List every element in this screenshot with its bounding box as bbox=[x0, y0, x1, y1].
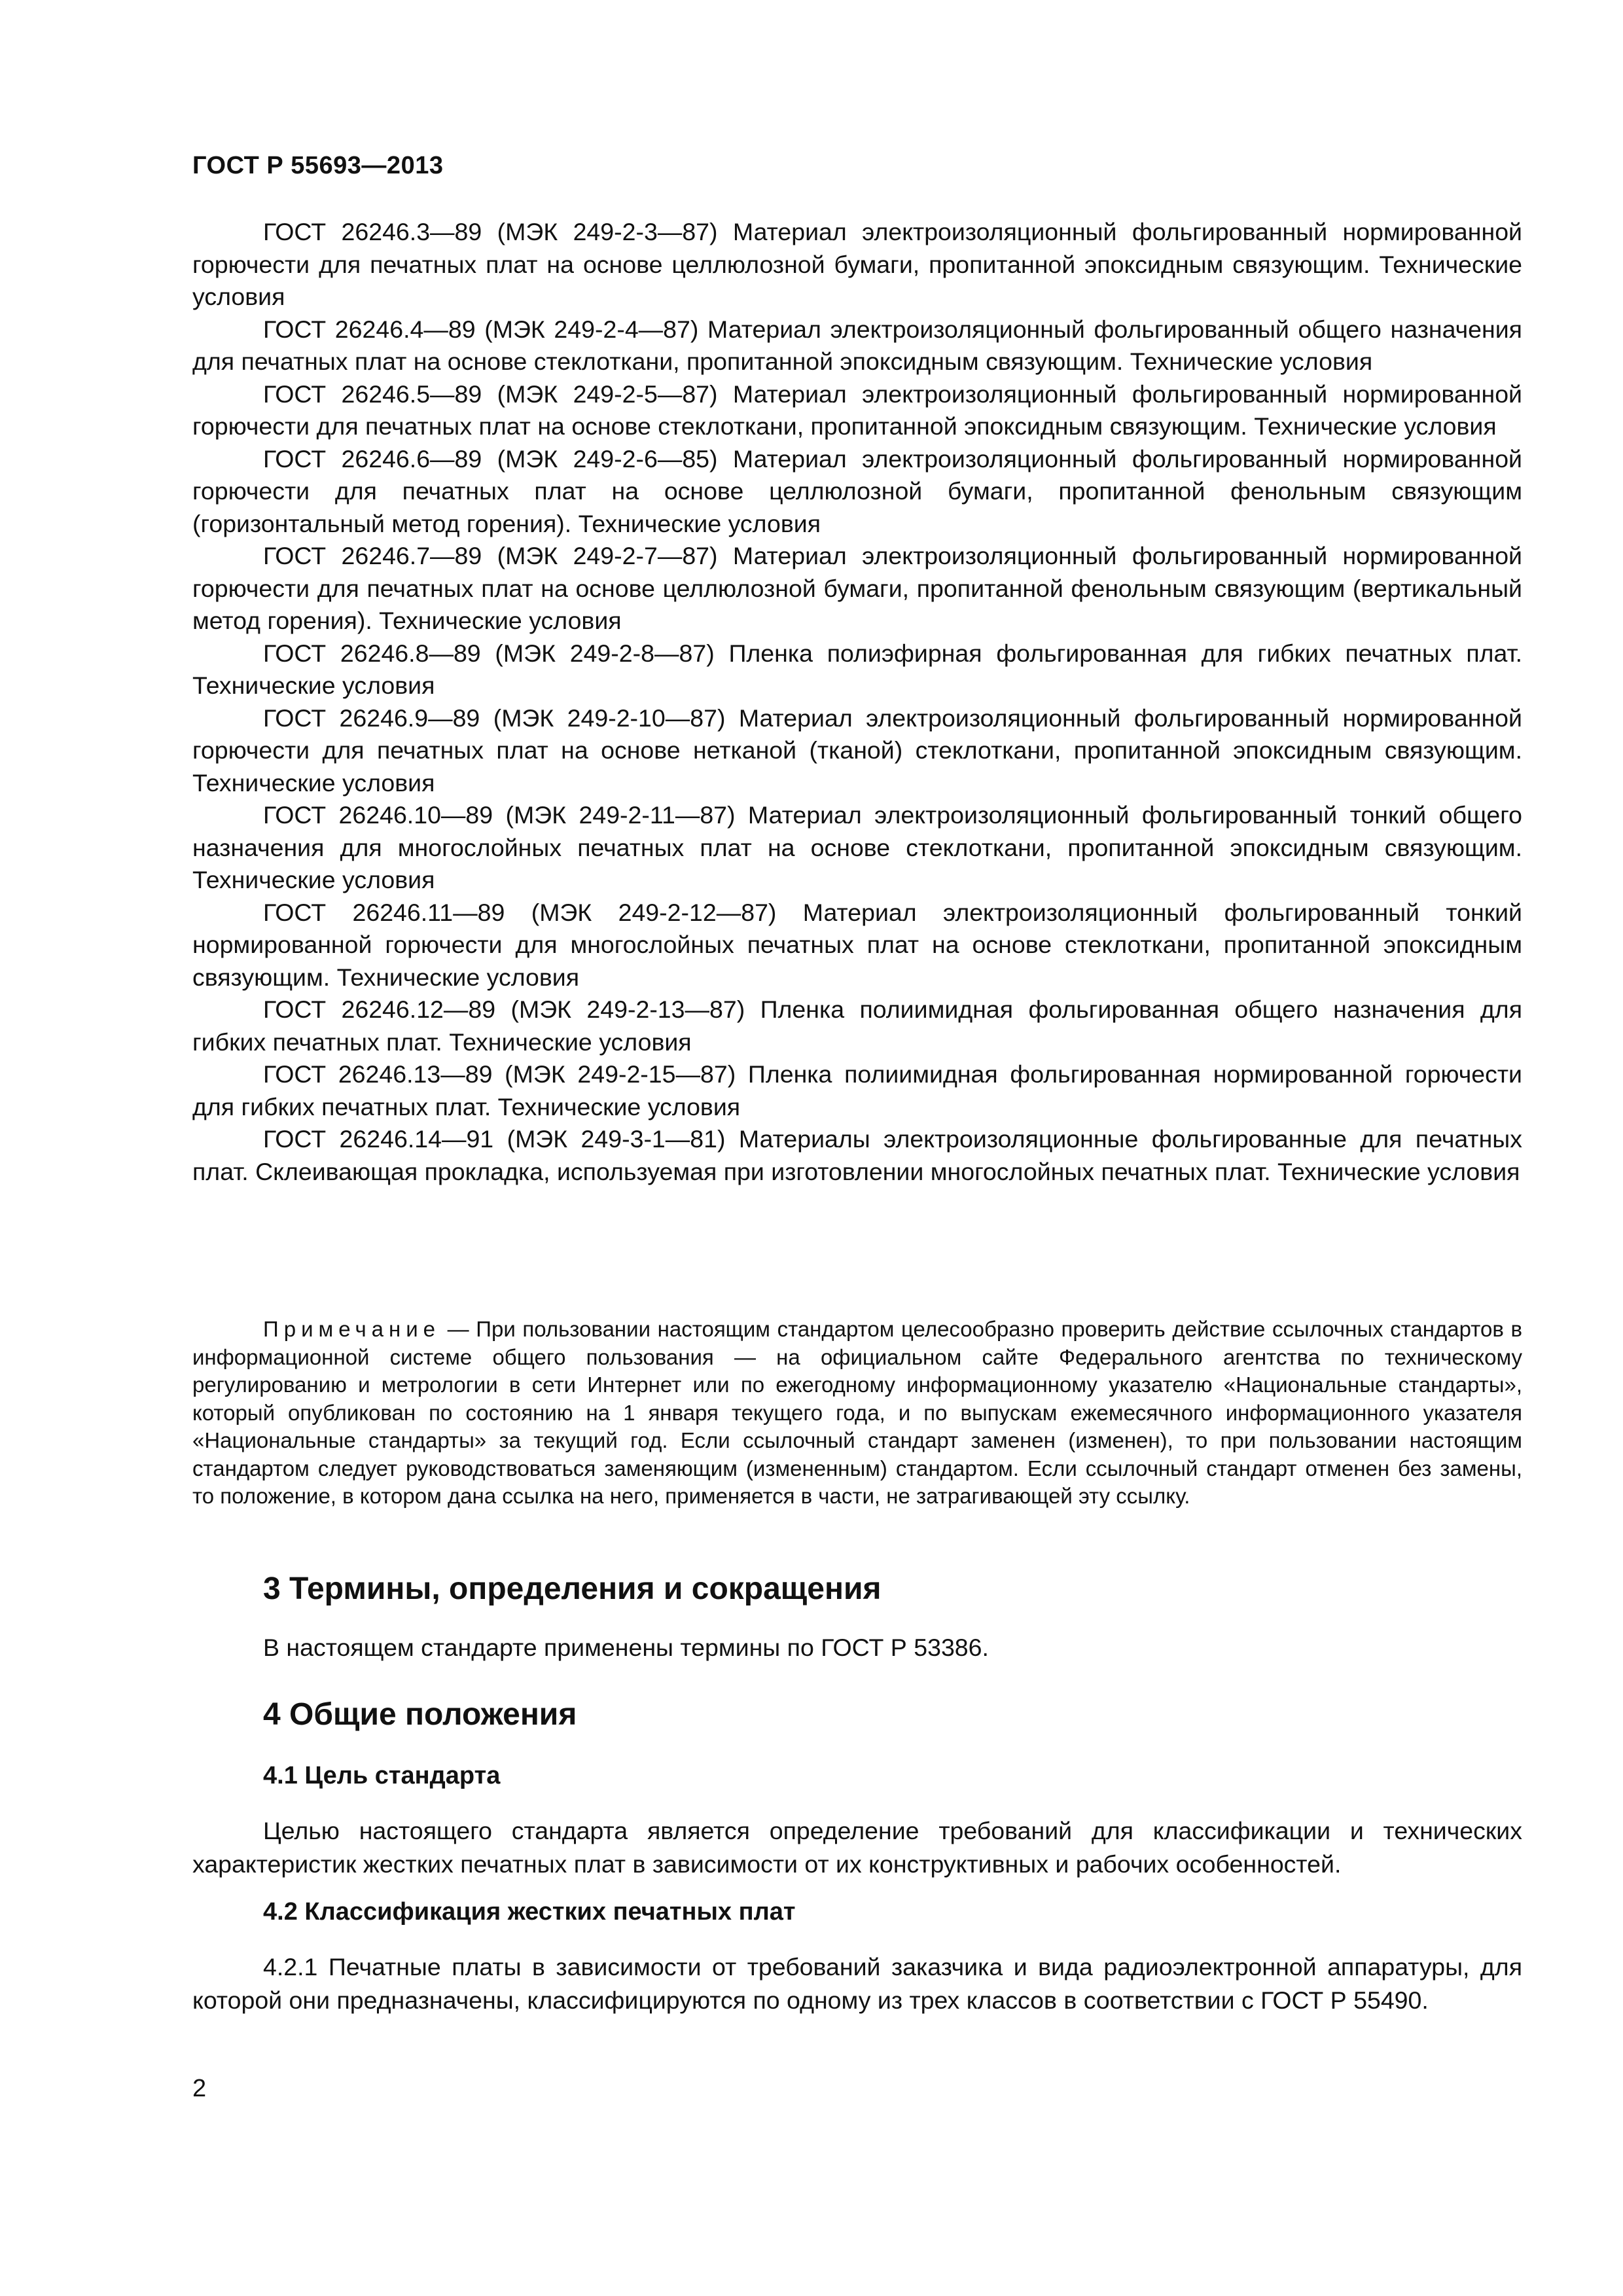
section-4-2-title: 4.2 Классификация жестких печатных плат bbox=[263, 1898, 796, 1926]
reference-item: ГОСТ 26246.4—89 (МЭК 249-2-4—87) Материал электроизоляционный фольгированный общего назначения для печатных плат на основе стеклоткани, пропитанной эпоксидным связующим. Технические условия bbox=[192, 315, 1522, 375]
section-4-title: 4 Общие положения bbox=[263, 1697, 577, 1732]
reference-item: ГОСТ 26246.14—91 (МЭК 249-3-1—81) Материалы электроизоляционные фольгированные для печатных плат. Склеивающая прокладка, используемая при изготовлении многослойных печатных плат. Технические условия bbox=[192, 1125, 1522, 1185]
reference-item: ГОСТ 26246.13—89 (МЭК 249-2-15—87) Пленка полиимидная фольгированная нормированной горючести для гибких печатных плат. Технические условия bbox=[192, 1060, 1522, 1121]
note-text: — При пользовании настоящим стандартом целесообразно проверить действие ссылочных стандартов в информационной системе общего пользования — на официальном сайте Федерального агентства по техническому регулированию и метрологии в сети Интернет или по ежегодному информационному указателю «Национальные стандарты», который опубликован по состоянию на 1 января текущего года, и по выпускам ежемесячного информационного указателя «Национальные стандарты» за текущий год. Если ссылочный стандарт заменен (изменен), то при пользовании настоящим стандартом следует руководствоваться заменяющим (измененным) стандартом. Если ссылочный стандарт отменен без замены, то положение, в котором дана ссылка на него, применяется в части, не затрагивающей эту ссылку. bbox=[192, 1317, 1522, 1508]
note-block bbox=[192, 1316, 1522, 1511]
reference-item: ГОСТ 26246.7—89 (МЭК 249-2-7—87) Материал электроизоляционный фольгированный нормированной горючести для печатных плат на основе целлюлозной бумаги, пропитанной фенольным связующим (вертикальный метод горения). Технические условия bbox=[192, 542, 1522, 634]
document-header: ГОСТ Р 55693—2013 bbox=[192, 152, 444, 179]
section-4-2-1-text: 4.2.1 Печатные платы в зависимости от требований заказчика и вида радиоэлектронной аппаратуры, для которой они предназначены, классифицируются по одному из трех классов в соответствии с ГОСТ Р 55490. bbox=[192, 1953, 1522, 2014]
reference-item: ГОСТ 26246.12—89 (МЭК 249-2-13—87) Пленка полиимидная фольгированная общего назначения для гибких печатных плат. Технические условия bbox=[192, 996, 1522, 1056]
section-3-title: 3 Термины, определения и сокращения bbox=[263, 1571, 882, 1606]
note-label: Примечание bbox=[263, 1317, 441, 1341]
reference-item: ГОСТ 26246.8—89 (МЭК 249-2-8—87) Пленка полиэфирная фольгированная для гибких печатных плат. Технические условия bbox=[192, 639, 1522, 699]
section-3-text: В настоящем стандарте применены термины по ГОСТ Р 53386. bbox=[263, 1634, 989, 1661]
reference-item: ГОСТ 26246.9—89 (МЭК 249-2-10—87) Материал электроизоляционный фольгированный нормированной горючести для печатных плат на основе нетканой (тканой) стеклоткани, пропитанной эпоксидным связующим. Технические условия bbox=[192, 704, 1522, 797]
normative-references-list bbox=[192, 216, 1522, 1188]
reference-item: ГОСТ 26246.3—89 (МЭК 249-2-3—87) Материал электроизоляционный фольгированный нормированной горючести для печатных плат на основе целлюлозной бумаги, пропитанной эпоксидным связующим. Технические условия bbox=[192, 218, 1522, 310]
reference-item: ГОСТ 26246.10—89 (МЭК 249-2-11—87) Материал электроизоляционный фольгированный тонкий общего назначения для многослойных печатных плат на основе стеклоткани, пропитанной эпоксидным связующим. Технические условия bbox=[192, 801, 1522, 893]
note-paragraph bbox=[192, 1316, 1522, 1511]
reference-item: ГОСТ 26246.11—89 (МЭК 249-2-12—87) Материал электроизоляционный фольгированный тонкий нормированной горючести для многослойных печатных плат на основе стеклоткани, пропитанной эпоксидным связующим. Технические условия bbox=[192, 898, 1522, 991]
page-number: 2 bbox=[192, 2075, 207, 2102]
reference-item: ГОСТ 26246.5—89 (МЭК 249-2-5—87) Материал электроизоляционный фольгированный нормированной горючести для печатных плат на основе стеклоткани, пропитанной эпоксидным связующим. Технические условия bbox=[192, 380, 1522, 440]
section-4-1-text: Целью настоящего стандарта является определение требований для классификации и технических характеристик жестких печатных плат в зависимости от их конструктивных и рабочих особенностей. bbox=[192, 1817, 1522, 1878]
section-4-1-title: 4.1 Цель стандарта bbox=[263, 1762, 501, 1789]
reference-item: ГОСТ 26246.6—89 (МЭК 249-2-6—85) Материал электроизоляционный фольгированный нормированной горючести для печатных плат на основе целлюлозной бумаги, пропитанной фенольным связующим (горизонтальный метод горения). Технические условия bbox=[192, 444, 1522, 537]
